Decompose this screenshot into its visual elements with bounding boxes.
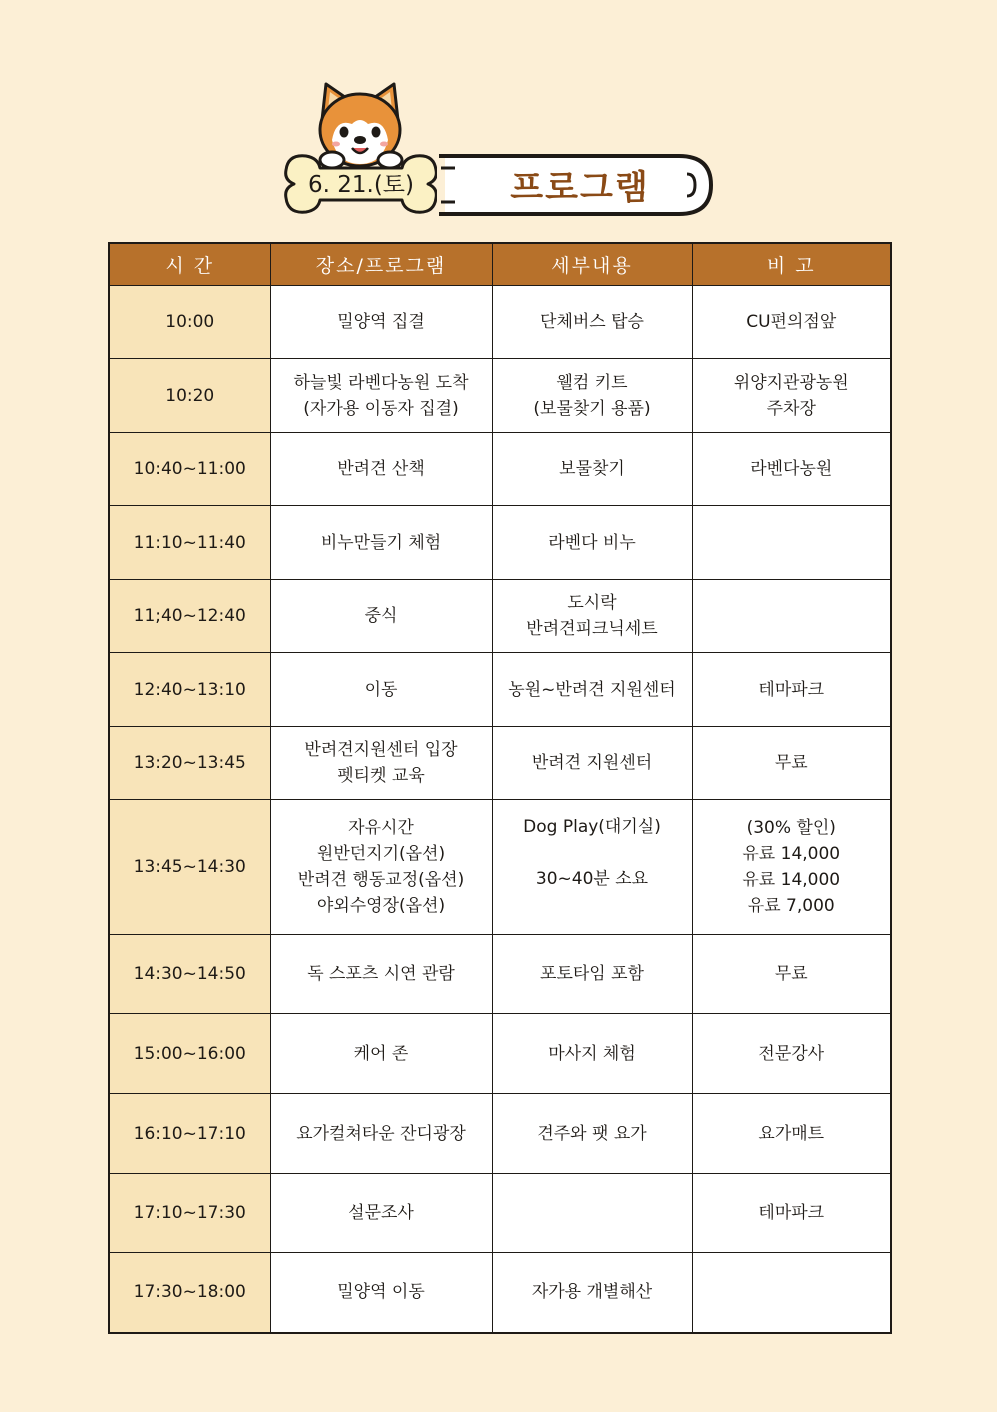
column-header-place: 장소/프로그램 <box>270 243 492 286</box>
time-cell: 17:10~17:30 <box>109 1174 270 1253</box>
place-cell: 반려견지원센터 입장 펫티켓 교육 <box>270 727 492 800</box>
place-cell: 중식 <box>270 580 492 653</box>
column-header-note: 비 고 <box>692 243 891 286</box>
detail-cell: 견주와 팻 요가 <box>492 1094 692 1174</box>
table-row <box>109 433 891 506</box>
column-header-detail: 세부내용 <box>492 243 692 286</box>
detail-cell: 보물찾기 <box>492 433 692 506</box>
detail-cell: 도시락 반려견피크닉세트 <box>492 580 692 653</box>
detail-cell <box>492 1174 692 1253</box>
table-row <box>109 800 891 935</box>
detail-cell: 자가용 개별해산 <box>492 1253 692 1333</box>
time-cell: 11;40~12:40 <box>109 580 270 653</box>
table-row <box>109 1094 891 1174</box>
note-cell: 라벤다농원 <box>692 433 891 506</box>
note-cell <box>692 506 891 580</box>
time-cell: 15:00~16:00 <box>109 1014 270 1094</box>
place-cell: 독 스포츠 시연 관람 <box>270 935 492 1014</box>
note-cell: 위양지관광농원 주차장 <box>692 359 891 433</box>
detail-cell: 포토타임 포함 <box>492 935 692 1014</box>
time-cell: 10:40~11:00 <box>109 433 270 506</box>
time-cell: 10:20 <box>109 359 270 433</box>
note-cell: CU편의점앞 <box>692 286 891 359</box>
page-title: 프로그램 <box>510 168 650 208</box>
table-row <box>109 1253 891 1333</box>
detail-cell: 농원~반려견 지원센터 <box>492 653 692 727</box>
table-row <box>109 506 891 580</box>
time-cell: 14:30~14:50 <box>109 935 270 1014</box>
note-cell: 무료 <box>692 935 891 1014</box>
column-header-time: 시 간 <box>109 243 270 286</box>
place-cell: 이동 <box>270 653 492 727</box>
place-cell: 자유시간 원반던지기(옵션) 반려견 행동교정(옵션) 야외수영장(옵션) <box>270 800 492 935</box>
place-cell: 요가컬쳐타운 잔디광장 <box>270 1094 492 1174</box>
place-cell: 하늘빛 라벤다농원 도착 (자가용 이동자 집결) <box>270 359 492 433</box>
time-cell: 16:10~17:10 <box>109 1094 270 1174</box>
time-cell: 11:10~11:40 <box>109 506 270 580</box>
time-cell: 12:40~13:10 <box>109 653 270 727</box>
table-row <box>109 727 891 800</box>
note-cell: 요가매트 <box>692 1094 891 1174</box>
table-row <box>109 286 891 359</box>
time-cell: 17:30~18:00 <box>109 1253 270 1333</box>
note-cell: 테마파크 <box>692 1174 891 1253</box>
note-cell: (30% 할인) 유료 14,000 유료 14,000 유료 7,000 <box>692 800 891 935</box>
note-cell <box>692 1253 891 1333</box>
place-cell: 밀양역 집결 <box>270 286 492 359</box>
detail-cell: 라벤다 비누 <box>492 506 692 580</box>
place-cell: 밀양역 이동 <box>270 1253 492 1333</box>
table-row <box>109 653 891 727</box>
detail-cell: 마사지 체험 <box>492 1014 692 1094</box>
event-date: 6. 21.(토) <box>308 172 414 198</box>
table-row <box>109 1014 891 1094</box>
program-schedule-table <box>108 242 892 1334</box>
note-cell: 전문강사 <box>692 1014 891 1094</box>
detail-cell: 반려견 지원센터 <box>492 727 692 800</box>
table-header-row <box>109 243 891 286</box>
note-cell: 테마파크 <box>692 653 891 727</box>
table-row <box>109 359 891 433</box>
place-cell: 반려견 산책 <box>270 433 492 506</box>
detail-cell: Dog Play(대기실) 30~40분 소요 <box>492 800 692 935</box>
table-row <box>109 1174 891 1253</box>
page-header <box>0 0 997 240</box>
detail-cell: 웰컴 키트 (보물찾기 용품) <box>492 359 692 433</box>
time-cell: 13:45~14:30 <box>109 800 270 935</box>
note-cell: 무료 <box>692 727 891 800</box>
place-cell: 설문조사 <box>270 1174 492 1253</box>
time-cell: 13:20~13:45 <box>109 727 270 800</box>
time-cell: 10:00 <box>109 286 270 359</box>
place-cell: 케어 존 <box>270 1014 492 1094</box>
table-row <box>109 580 891 653</box>
detail-cell: 단체버스 탑승 <box>492 286 692 359</box>
table-row <box>109 935 891 1014</box>
note-cell <box>692 580 891 653</box>
place-cell: 비누만들기 체험 <box>270 506 492 580</box>
